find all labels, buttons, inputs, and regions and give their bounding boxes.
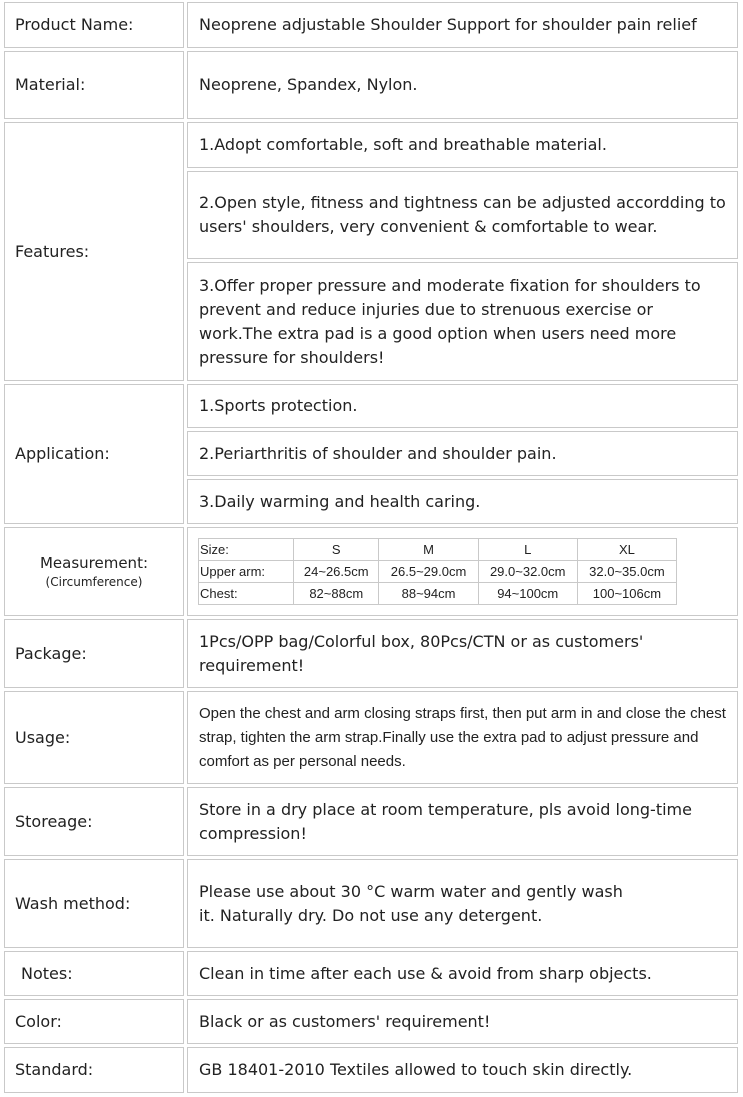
- size-cell: Upper arm:: [199, 561, 294, 583]
- size-cell: Chest:: [199, 583, 294, 605]
- size-cell: 26.5~29.0cm: [379, 561, 478, 583]
- package-value: 1Pcs/OPP bag/Colorful box, 80Pcs/CTN or as customers' requirement!: [187, 619, 738, 688]
- usage-value: Open the chest and arm closing straps first, then put arm in and close the chest strap, tighten the arm strap.Finally use the extra pad to adjust pressure and comfort as per personal needs.: [187, 691, 738, 784]
- feature-item: 1.Adopt comfortable, soft and breathable material.: [187, 122, 738, 168]
- material-label: Material:: [4, 51, 184, 119]
- measurement-label: [4, 527, 184, 616]
- size-row-upper-arm: [199, 561, 677, 583]
- application-item: 3.Daily warming and health caring.: [187, 479, 738, 524]
- size-cell: 29.0~32.0cm: [478, 561, 577, 583]
- size-cell: 100~106cm: [577, 583, 676, 605]
- size-header-cell: M: [379, 539, 478, 561]
- notes-value: Clean in time after each use & avoid from sharp objects.: [187, 951, 738, 996]
- storage-label: Storeage:: [4, 787, 184, 856]
- wash-line: Please use about 30 °C warm water and gently wash: [199, 881, 623, 901]
- size-header-cell: Size:: [199, 539, 294, 561]
- size-header-cell: L: [478, 539, 577, 561]
- size-cell: 32.0~35.0cm: [577, 561, 676, 583]
- size-cell: 82~88cm: [294, 583, 379, 605]
- feature-item: 3.Offer proper pressure and moderate fixation for shoulders to prevent and reduce injuries due to strenuous exercise or work.The extra pad is a good option when users need more pressure for shoulders!: [187, 262, 738, 381]
- measurement-subtitle: (Circumference): [45, 574, 143, 589]
- application-item: 1.Sports protection.: [187, 384, 738, 428]
- size-table: [198, 538, 677, 605]
- application-label: Application:: [4, 384, 184, 524]
- feature-item: 2.Open style, fitness and tightness can be adjusted accordding to users' shoulders, very convenient & comfortable to wear.: [187, 171, 738, 259]
- standard-value: GB 18401-2010 Textiles allowed to touch skin directly.: [187, 1047, 738, 1093]
- wash-method-label: Wash method:: [4, 859, 184, 948]
- storage-value: Store in a dry place at room temperature, pls avoid long-time compression!: [187, 787, 738, 856]
- notes-label: Notes:: [4, 951, 184, 996]
- wash-line: it. Naturally dry. Do not use any detergent.: [199, 905, 543, 925]
- size-row-chest: [199, 583, 677, 605]
- application-item: 2.Periarthritis of shoulder and shoulder pain.: [187, 431, 738, 476]
- size-cell: 88~94cm: [379, 583, 478, 605]
- color-value: Black or as customers' requirement!: [187, 999, 738, 1044]
- measurement-title: Measurement:: [39, 553, 149, 572]
- size-cell: 94~100cm: [478, 583, 577, 605]
- size-header-cell: XL: [577, 539, 676, 561]
- size-cell: 24~26.5cm: [294, 561, 379, 583]
- material-value: Neoprene, Spandex, Nylon.: [187, 51, 738, 119]
- features-label: Features:: [4, 122, 184, 381]
- product-name-label: Product Name:: [4, 2, 184, 48]
- color-label: Color:: [4, 999, 184, 1044]
- size-header-row: [199, 539, 677, 561]
- package-label: Package:: [4, 619, 184, 688]
- usage-label: Usage:: [4, 691, 184, 784]
- product-name-value: Neoprene adjustable Shoulder Support for shoulder pain relief: [187, 2, 738, 48]
- standard-label: Standard:: [4, 1047, 184, 1093]
- wash-method-value: [187, 859, 738, 948]
- size-header-cell: S: [294, 539, 379, 561]
